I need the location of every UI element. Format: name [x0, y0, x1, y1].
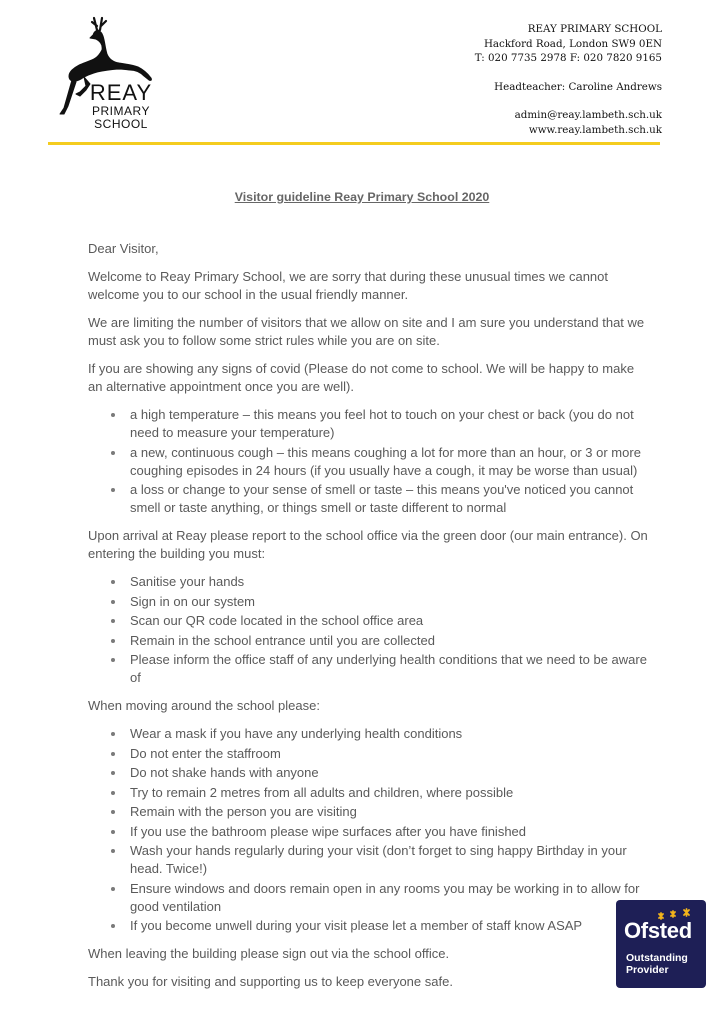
list-item: Remain in the school entrance until you are collected [130, 632, 648, 650]
school-address: Hackford Road, London SW9 0EN [483, 37, 662, 50]
arrival-list [88, 573, 648, 687]
moving-list [88, 725, 648, 935]
list-item: Wear a mask if you have any underlying health conditions [130, 725, 648, 743]
paragraph-welcome: Welcome to Reay Primary School, we are sorry that during these unusual times we cannot welcome you to our school in the usual friendly manner. [88, 269, 608, 302]
list-item: Do not shake hands with anyone [130, 764, 648, 782]
letterhead [475, 22, 662, 137]
logo-line-2: PRIMARY [92, 104, 150, 118]
list-item: Scan our QR code located in the school office area [130, 612, 648, 630]
list-item: If you become unwell during your visit please let a member of staff know ASAP [130, 917, 648, 935]
symptoms-list [88, 406, 648, 517]
document-title: Visitor guideline Reay Primary School 2020 [234, 190, 490, 204]
paragraph-arrival: Upon arrival at Reay please report to the school office via the green door (our main entrance). On entering the building you must: [88, 528, 648, 561]
list-item: Remain with the person you are visiting [130, 803, 648, 821]
school-website: www.reay.lambeth.sch.uk [528, 123, 662, 136]
paragraph-thanks: Thank you for visiting and supporting us to keep everyone safe. [88, 974, 453, 989]
list-item: Ensure windows and doors remain open in any rooms you may be working in to allow for good ventilation [130, 880, 648, 916]
ofsted-rating [626, 952, 688, 976]
paragraph-leaving: When leaving the building please sign out via the school office. [88, 946, 450, 961]
list-item: Wash your hands regularly during your visit (don’t forget to sing happy Birthday in your head. Twice!) [130, 842, 648, 878]
paragraph-covid: If you are showing any signs of covid (Please do not come to school. We will be happy to make an alternative appointment once you are well). [88, 361, 635, 394]
school-name: REAY PRIMARY SCHOOL [527, 23, 662, 35]
header-divider [48, 142, 660, 145]
list-item: Try to remain 2 metres from all adults and children, where possible [130, 784, 648, 802]
document-body [88, 240, 648, 1001]
list-item: a loss or change to your sense of smell or taste – this means you've noticed you cannot smell or taste anything, or things smell or taste different to normal [130, 481, 648, 517]
logo-line-1: REAY [89, 80, 153, 105]
list-item: Do not enter the staffroom [130, 745, 648, 763]
list-item: Sign in on our system [130, 593, 648, 611]
logo-line-3: SCHOOL [94, 117, 148, 131]
ofsted-name: Ofsted [624, 918, 692, 943]
school-email: admin@reay.lambeth.sch.uk [514, 109, 662, 121]
ofsted-line-2: Provider [626, 964, 669, 976]
ofsted-badge [616, 900, 706, 988]
list-item: Sanitise your hands [130, 573, 648, 591]
ofsted-line-1: Outstanding [626, 952, 688, 964]
school-logo [56, 14, 156, 132]
list-item: If you use the bathroom please wipe surfaces after you have finished [130, 823, 648, 841]
greeting: Dear Visitor, [88, 241, 159, 256]
headteacher: Headteacher: Caroline Andrews [494, 80, 662, 93]
school-phone-fax: T: 020 7735 2978 F: 020 7820 9165 [474, 52, 662, 64]
paragraph-moving: When moving around the school please: [88, 698, 320, 713]
list-item: a new, continuous cough – this means coughing a lot for more than an hour, or 3 or more coughing episodes in 24 hours (if you usually have a cough, it may be worse than usual) [130, 444, 648, 480]
list-item: a high temperature – this means you feel hot to touch on your chest or back (you do not need to measure your temperature) [130, 406, 648, 442]
paragraph-limit: We are limiting the number of visitors that we allow on site and I am sure you understand that we must ask you to follow some strict rules while you are on site. [88, 315, 645, 348]
list-item: Please inform the office staff of any underlying health conditions that we need to be aware of [130, 652, 647, 685]
